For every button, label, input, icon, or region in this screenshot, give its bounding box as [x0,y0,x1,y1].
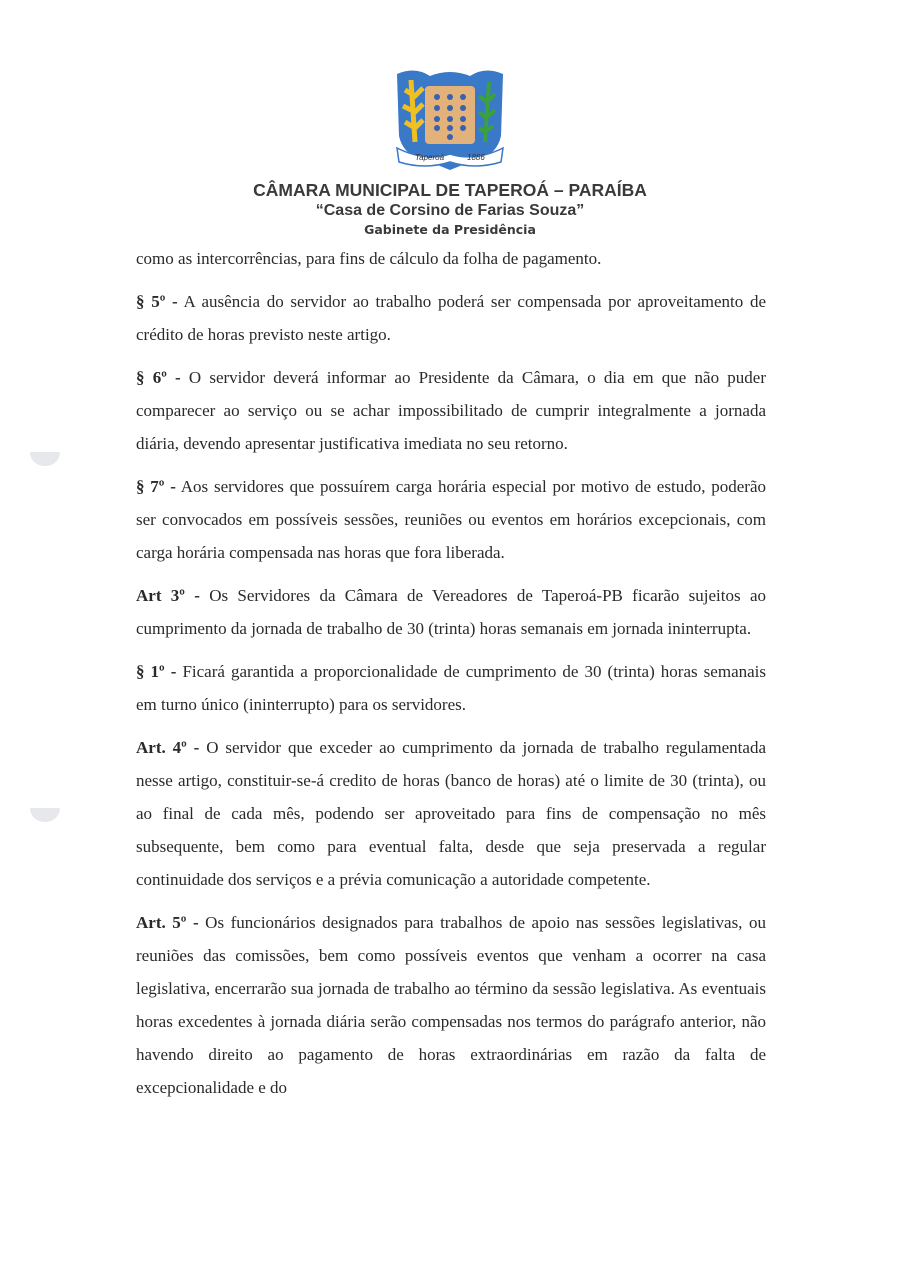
paragraph-art3-s1 [136,655,766,721]
punch-hole [30,808,60,822]
paragraph-art4 [136,731,766,896]
paragraph-text: O servidor deverá informar ao Presidente da Câmara, o dia em que não puder comparecer ao serviço ou se achar impossibilitado de cumprir integralmente a jornada diária, devendo apresentar justificativa imediata no seu retorno. [136,368,766,453]
institution-name: CÂMARA MUNICIPAL DE TAPEROÁ – PARAÍBA [253,180,647,200]
paragraph-lead: § 1º - [136,662,177,681]
paragraph-text: Ficará garantida a proporcionalidade de cumprimento de 30 (trinta) horas semanais em turno único (ininterrupto) para os servidores. [136,662,766,714]
paragraph-lead: § 7º - [136,477,176,496]
paragraph-continuation [136,242,766,275]
paragraph-lead: Art. 4º - [136,738,200,757]
paragraph-lead: Art. 5º - [136,913,199,932]
paragraph-text: A ausência do servidor ao trabalho poderá ser compensada por aproveitamento de crédito de horas previsto neste artigo. [136,292,766,344]
municipal-coat-of-arms-logo [385,66,515,172]
paragraph-art5 [136,906,766,1104]
logo-banner-right: 1886 [467,153,485,162]
paragraph-text: O servidor que exceder ao cumprimento da jornada de trabalho regulamentada nesse artigo, constituir-se-á credito de horas (banco de horas) até o limite de 30 (trinta), ou ao final de cada mês, podendo ser aproveitado para fins de compensação no mês subsequente, bem como para eventual falta, desde que seja preservada a regular continuidade dos serviços e a prévia comunicação a autoridade competente. [136,738,766,889]
paragraph-text: como as intercorrências, para fins de cálculo da folha de pagamento. [136,249,602,268]
paragraph-text: Aos servidores que possuírem carga horária especial por motivo de estudo, poderão ser convocados em possíveis sessões, reuniões ou eventos em horários excepcionais, com carga horária compensada nas horas que fora liberada. [136,477,767,562]
punch-hole [30,452,60,466]
office-name: Gabinete da Presidência [364,222,536,237]
paragraph-lead: § 5º - [136,292,178,311]
paragraph-s6 [136,361,766,460]
logo-banner-left: Taperoá [415,153,445,162]
paragraph-text: Os funcionários designados para trabalhos de apoio nas sessões legislativas, ou reuniões das comissões, bem como possíveis eventos que venham a ocorrer na casa legislativa, encerrarão sua jornada de trabalho ao término da sessão legislativa. As eventuais horas excedentes à jornada diária serão compensadas nos termos do parágrafo anterior, não havendo direito ao pagamento de horas extraordinárias em razão da falta de excepcionalidade e do [136,913,766,1097]
paragraph-lead: Art 3º - [136,586,200,605]
institution-motto: “Casa de Corsino de Farias Souza” [315,202,585,219]
paragraph-s7 [136,470,766,569]
document-body [136,242,766,1114]
paragraph-text: Os Servidores da Câmara de Vereadores de Taperoá-PB ficarão sujeitos ao cumprimento da jornada de trabalho de 30 (trinta) horas semanais em jornada ininterrupta. [136,586,766,638]
paragraph-art3 [136,579,766,645]
paragraph-s5 [136,285,766,351]
paragraph-lead: § 6º - [136,368,181,387]
